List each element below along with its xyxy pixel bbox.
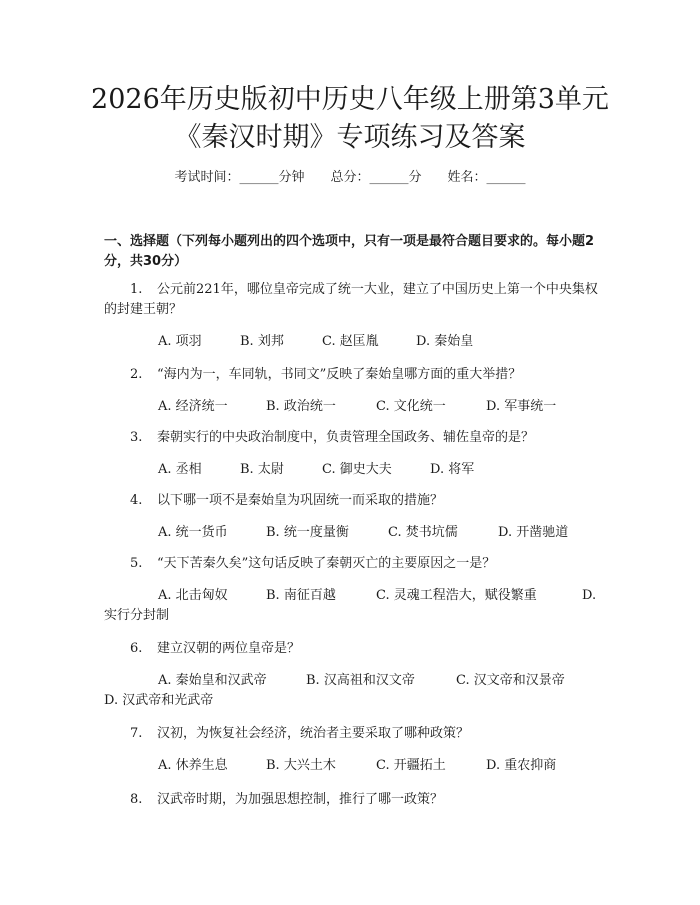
question-text: 建立汉朝的两位皇帝是？ xyxy=(157,641,301,656)
option-c[interactable]: C. 文化统一 xyxy=(376,399,446,414)
option-a[interactable]: A. 休养生息 xyxy=(158,758,228,773)
total-score-field: 总分：______分 xyxy=(330,170,422,185)
option-a[interactable]: A. 经济统一 xyxy=(158,399,228,414)
option-a[interactable]: A. 丞相 xyxy=(158,462,202,477)
option-c[interactable]: C. 灵魂工程浩大，赋役繁重 xyxy=(376,588,537,603)
question-5-options xyxy=(104,586,598,626)
option-d[interactable]: D. 重农抑商 xyxy=(486,758,557,773)
option-b[interactable]: B. 南征百越 xyxy=(266,588,336,603)
question-2 xyxy=(104,365,598,385)
option-c[interactable]: C. 赵匡胤 xyxy=(322,334,379,349)
student-name-field: 姓名：______ xyxy=(447,170,526,185)
question-number: 5. xyxy=(130,556,143,571)
question-5 xyxy=(104,554,598,574)
section-heading: 一、选择题（下列每小题列出的四个选项中，只有一项是最符合题目要求的。每小题2分，共30分） xyxy=(104,234,595,269)
question-number: 6. xyxy=(130,641,143,656)
question-number: 4. xyxy=(130,493,143,508)
question-6-options xyxy=(104,671,598,711)
question-text: “海内为一，车同轨，书同文”反映了秦始皇哪方面的重大举措？ xyxy=(157,367,522,382)
question-text: 汉初，为恢复社会经济，统治者主要采取了哪种政策？ xyxy=(157,726,470,741)
question-7 xyxy=(104,724,598,744)
option-d-text[interactable]: 实行分封制 xyxy=(104,608,170,623)
option-d[interactable]: D. 秦始皇 xyxy=(416,334,474,349)
question-1 xyxy=(104,280,598,320)
option-b[interactable]: B. 大兴土木 xyxy=(266,758,336,773)
option-c[interactable]: C. 汉文帝和汉景帝 xyxy=(456,673,565,688)
question-text: 以下哪一项不是秦始皇为巩固统一而采取的措施？ xyxy=(157,493,444,508)
question-6 xyxy=(104,639,598,659)
option-d[interactable]: D. 汉武帝和光武帝 xyxy=(104,693,214,708)
question-text: 公元前221年，哪位皇帝完成了统一大业，建立了中国历史上第一个中央集权的封建王朝？ xyxy=(104,282,598,317)
question-8 xyxy=(104,790,598,810)
option-b[interactable]: B. 统一度量衡 xyxy=(266,525,349,540)
question-number: 3. xyxy=(130,430,143,445)
question-text: 汉武帝时期，为加强思想控制，推行了哪一政策？ xyxy=(157,792,444,807)
option-c[interactable]: C. 焚书坑儒 xyxy=(388,525,458,540)
option-b[interactable]: B. 汉高祖和汉文帝 xyxy=(306,673,415,688)
question-number: 8. xyxy=(130,792,143,807)
option-d[interactable]: D. xyxy=(582,588,597,603)
option-c[interactable]: C. 开疆拓土 xyxy=(376,758,446,773)
option-a[interactable]: A. 北击匈奴 xyxy=(158,588,228,603)
option-b[interactable]: B. 太尉 xyxy=(240,462,284,477)
question-text: 秦朝实行的中央政治制度中，负责管理全国政务、辅佐皇帝的是？ xyxy=(157,430,535,445)
option-d[interactable]: D. 军事统一 xyxy=(486,399,557,414)
option-a[interactable]: A. 秦始皇和汉武帝 xyxy=(158,673,267,688)
question-3 xyxy=(104,428,598,448)
question-number: 2. xyxy=(130,367,143,382)
exam-time-field: 考试时间：______分钟 xyxy=(174,170,305,185)
question-4 xyxy=(104,491,598,511)
question-number: 7. xyxy=(130,726,143,741)
question-text: “天下苦秦久矣”这句话反映了秦朝灭亡的主要原因之一是？ xyxy=(157,556,496,571)
page-title-line-1: 2026年历史版初中历史八年级上册第3单元 xyxy=(91,84,609,115)
page-title-line-2: 《秦汉时期》专项练习及答案 xyxy=(174,122,526,153)
option-a[interactable]: A. 统一货币 xyxy=(158,525,228,540)
question-number: 1. xyxy=(130,282,143,297)
option-d[interactable]: D. 开凿驰道 xyxy=(498,525,569,540)
option-a[interactable]: A. 项羽 xyxy=(158,334,202,349)
exam-meta xyxy=(0,168,700,188)
option-c[interactable]: C. 御史大夫 xyxy=(322,462,392,477)
option-b[interactable]: B. 政治统一 xyxy=(266,399,336,414)
option-d[interactable]: D. 将军 xyxy=(430,462,475,477)
option-b[interactable]: B. 刘邦 xyxy=(240,334,284,349)
